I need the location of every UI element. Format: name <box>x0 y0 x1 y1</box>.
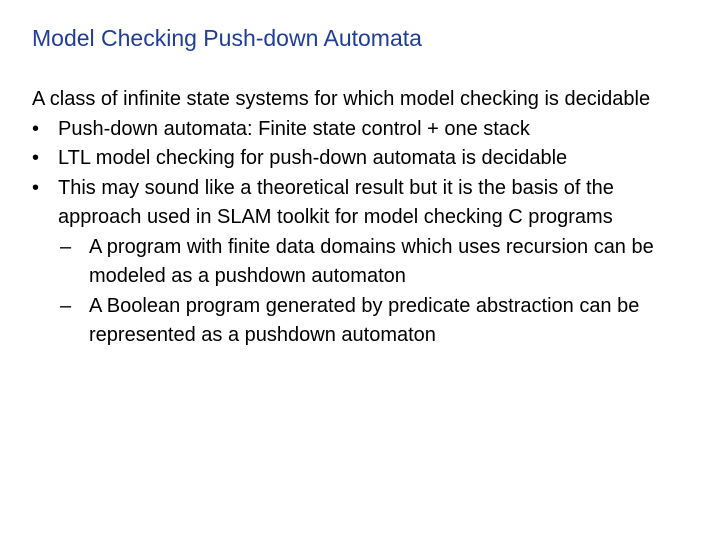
bullet-item <box>32 144 702 174</box>
sub-bullet-text: A Boolean program generated by predicate abstraction can be represented as a pushdown automaton <box>89 294 640 346</box>
sub-bullet-text: A program with finite data domains which uses recursion can be modeled as a pushdown automaton <box>89 235 654 287</box>
bullet-marker: • <box>32 147 40 169</box>
slide-body <box>32 85 702 351</box>
bullet-item <box>32 174 702 233</box>
bullet-item <box>32 115 702 145</box>
bullet-marker: • <box>32 176 40 199</box>
sub-bullet-item <box>32 292 702 351</box>
dash-marker: – <box>60 294 72 317</box>
bullet-marker: • <box>32 117 40 140</box>
sub-bullet-item <box>32 233 702 292</box>
bullet-text: Push-down automata: Finite state control + one stack <box>58 117 530 140</box>
bullet-text: This may sound like a theoretical result but it is the basis of the approach used in SLAM toolkit for model checking C programs <box>58 176 614 228</box>
bullet-text: LTL model checking for push-down automata is decidable <box>58 147 568 169</box>
dash-marker: – <box>60 235 72 258</box>
intro-paragraph: A class of infinite state systems for which model checking is decidable <box>32 88 651 110</box>
slide-title: Model Checking Push-down Automata <box>32 25 422 51</box>
